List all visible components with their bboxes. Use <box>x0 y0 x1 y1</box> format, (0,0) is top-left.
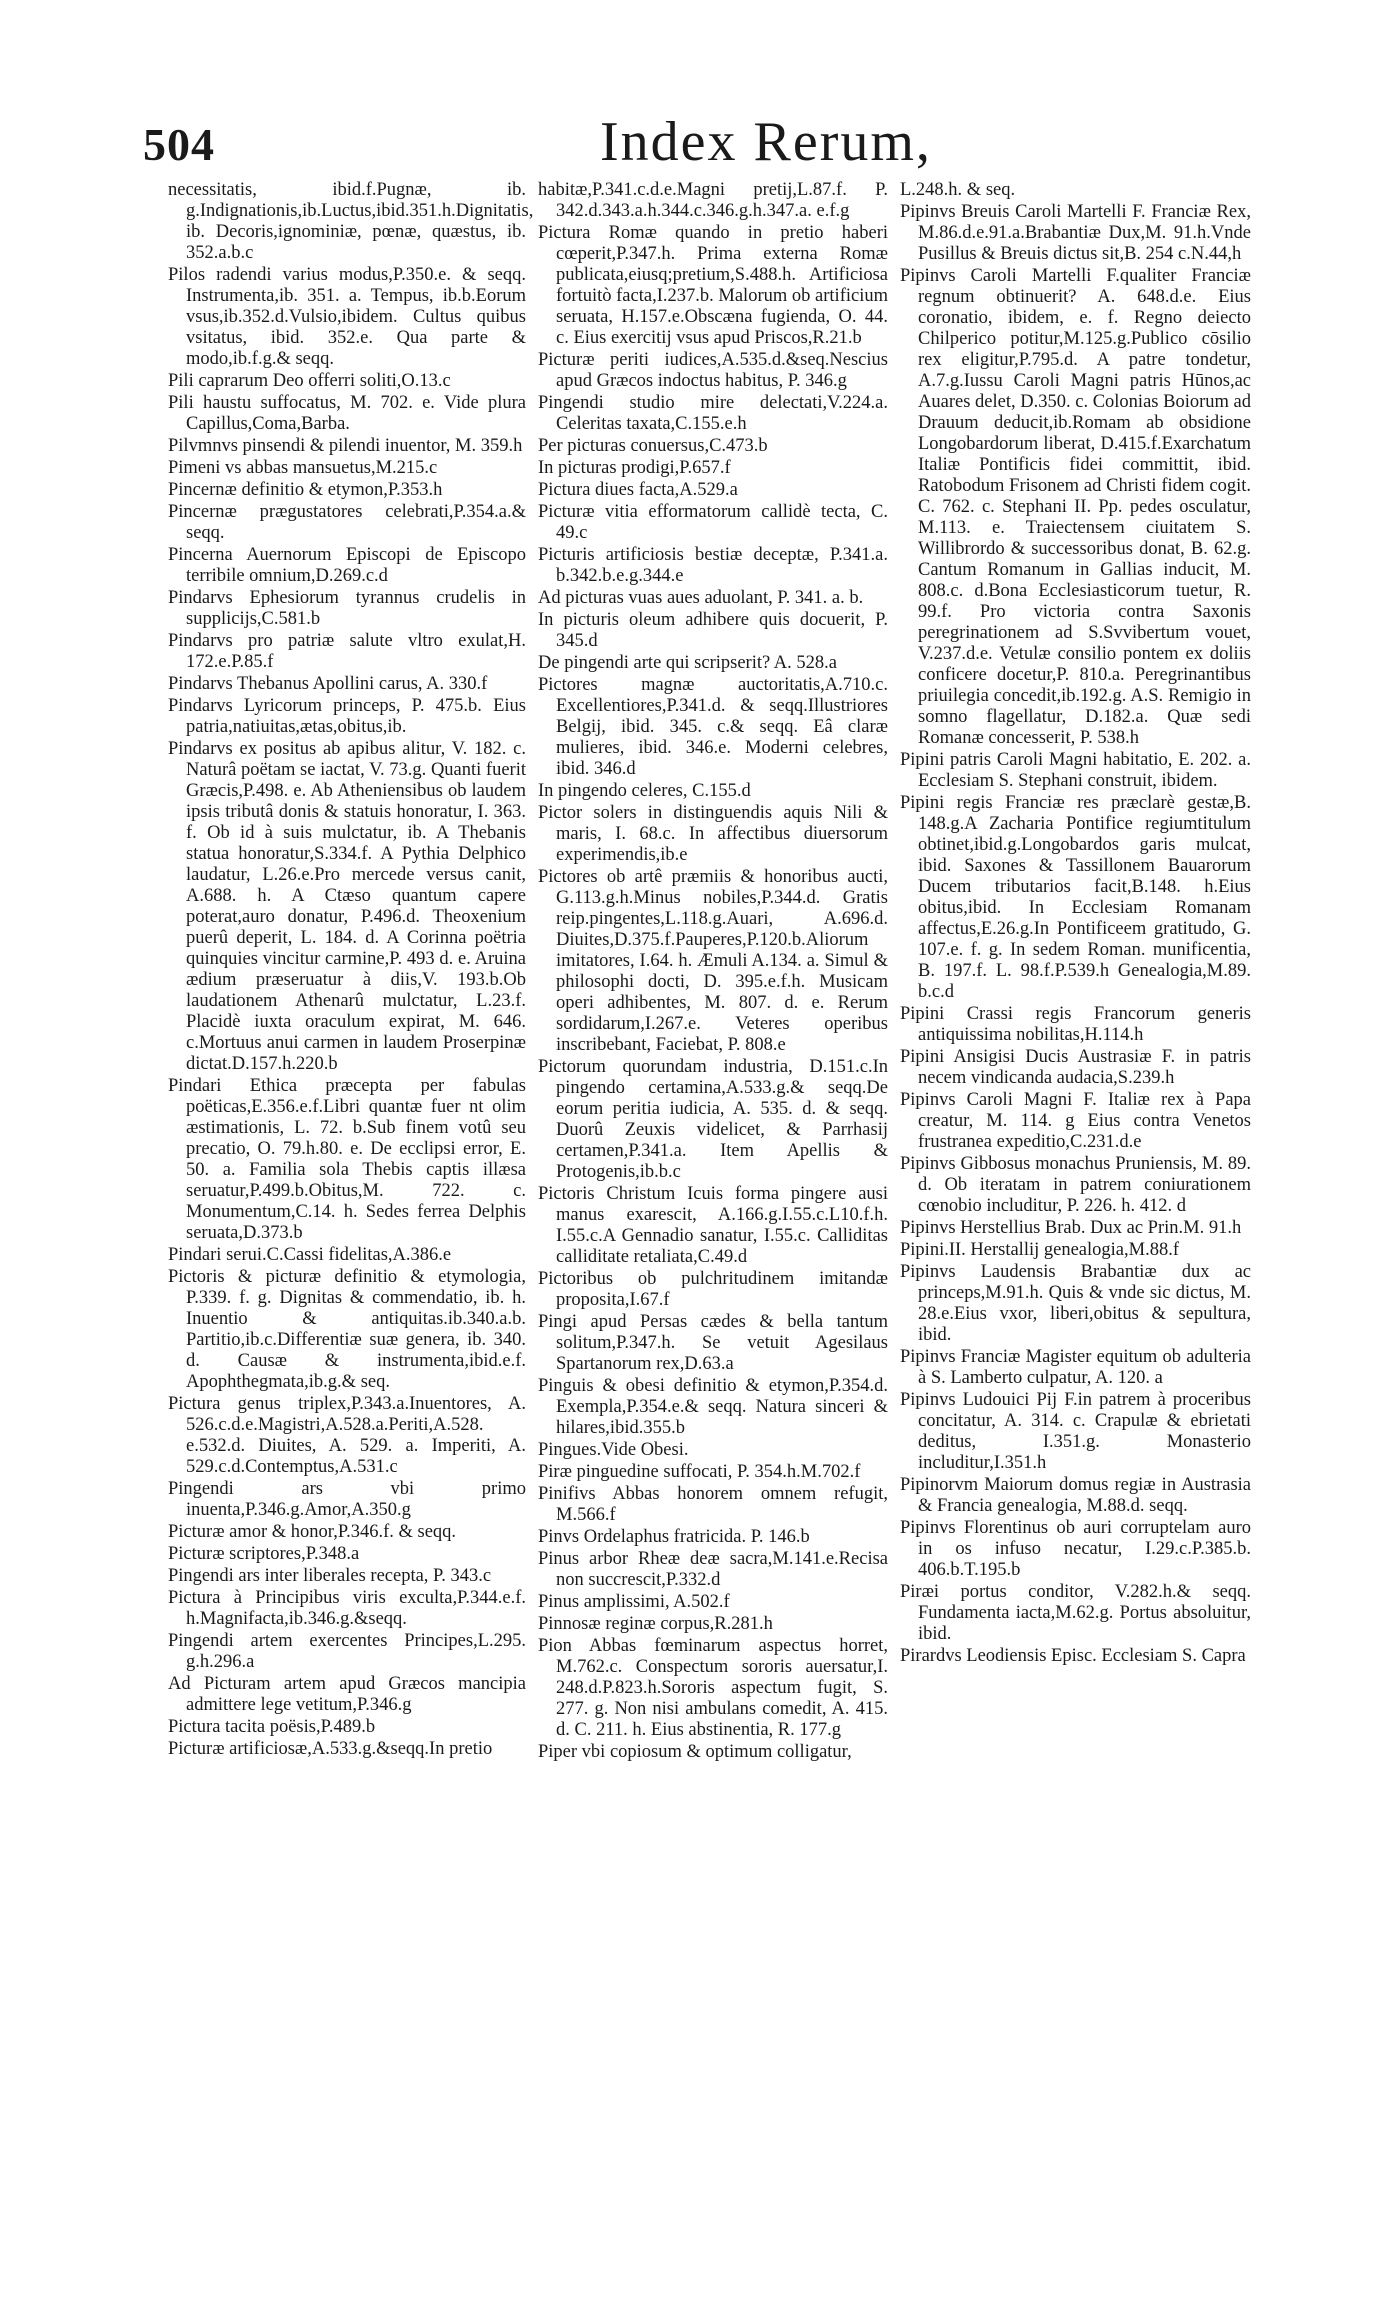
index-entry: Piper vbi copiosum & optimum colligatur, <box>538 1742 852 1762</box>
index-entry: Pimeni vs abbas mansuetus,M.215.c <box>168 458 438 478</box>
index-entry: Pingendi ars inter liberales recepta, P. 343.c <box>168 1566 492 1586</box>
index-entry: Picturæ vitia efformatorum callidè tecta, C. 49.c <box>538 502 888 543</box>
index-entry: Picturis artificiosis bestiæ deceptæ, P.341.a. b.342.b.e.g.344.e <box>538 545 888 586</box>
index-columns <box>168 180 1263 2270</box>
index-entry: Pipinvs Caroli Magni F. Italiæ rex à Papa creatur, M. 114. g Eius contra Venetos frustranea expeditio,C.231.d.e <box>900 1090 1251 1152</box>
index-entry: Pinus amplissimi, A.502.f <box>538 1592 730 1612</box>
index-entry: Piræi portus conditor, V.282.h.& seqq. Fundamenta iacta,M.62.g. Portus absoluitur, ibid. <box>900 1582 1251 1644</box>
page-number: 504 <box>143 119 215 170</box>
index-entry: Pindarvs pro patriæ salute vltro exulat,H. 172.e.P.85.f <box>168 631 526 672</box>
index-entry: Pictorum quorundam industria, D.151.c.In pingendo certamina,A.533.g.& seqq.De eorum peritia iudicia, A. 535. d. & seqq. Duorû Zeuxis videlicet, & Parrhasij certamen,P.341.a. Item Apellis & Protogenis,ib.b.c <box>538 1057 888 1182</box>
index-entry: Pipini Ansigisi Ducis Austrasiæ F. in patris necem vindicanda audacia,S.239.h <box>900 1047 1251 1088</box>
index-entry: Pipinvs Breuis Caroli Martelli F. Franciæ Rex, M.86.d.e.91.a.Brabantiæ Dux,M. 91.h.Vnde Pusillus & Breuis dictus sit,B. 254 c.N.44,h <box>900 202 1251 264</box>
index-entry: Ad Picturam artem apud Græcos mancipia admittere lege vetitum,P.346.g <box>168 1674 526 1715</box>
index-entry: Pictoribus ob pulchritudinem imitandæ proposita,I.67.f <box>538 1269 888 1310</box>
index-entry: Pingendi artem exercentes Principes,L.295. g.h.296.a <box>168 1631 526 1672</box>
index-entry: Pindari serui.C.Cassi fidelitas,A.386.e <box>168 1245 452 1265</box>
index-entry: Pindarvs Thebanus Apollini carus, A. 330.f <box>168 674 488 694</box>
index-entry: Pictoris & picturæ definitio & etymologia, P.339. f. g. Dignitas & commendatio, ib. h. Inuentio & antiquitas.ib.340.a.b. Partitio,ib.c.Differentiæ suæ genera, ib. 340. d. Causæ & instrumenta,ibid.e.f. Apophthegmata,ib.g.& seq. <box>168 1267 526 1392</box>
index-entry: In pingendo celeres, C.155.d <box>538 781 751 801</box>
index-entry: Pipinvs Herstellius Brab. Dux ac Prin.M. 91.h <box>900 1218 1242 1238</box>
index-entry: Pion Abbas fœminarum aspectus horret, M.762.c. Conspectum sororis auersatur,I. 248.d.P.823.h.Sororis aspectum fugit, S. 277. g. Non nisi ambulans comedit, A. 415. d. C. 211. h. Eius abstinentia, R. 177.g <box>538 1636 888 1740</box>
index-entry: Picturæ artificiosæ,A.533.g.&seqq.In pretio <box>168 1739 493 1759</box>
index-entry: necessitatis, ibid.f.Pugnæ, ib. g.Indignationis,ib.Luctus,ibid.351.h.Dignitatis, ib. Decoris,ignominiæ, pœnæ, quæstus, ib. 352.a.b.c <box>168 180 534 263</box>
index-entry: Pictura tacita poësis,P.489.b <box>168 1717 376 1737</box>
index-entry: Pincernæ prægustatores celebrati,P.354.a.& seqq. <box>168 502 526 543</box>
index-entry: Pingi apud Persas cædes & bella tantum solitum,P.347.h. Se vetuit Agesilaus Spartanorum rex,D.63.a <box>538 1312 888 1374</box>
index-entry: Pili caprarum Deo offerri soliti,O.13.c <box>168 371 451 391</box>
index-entry: Pingendi studio mire delectati,V.224.a. Celeritas taxata,C.155.e.h <box>538 393 888 434</box>
index-entry: Pictores ob artê præmiis & honoribus aucti, G.113.g.h.Minus nobiles,P.344.d. Gratis reip.pingentes,L.118.g.Auari, A.696.d. Diuites,D.375.f.Pauperes,P.120.b.Aliorum imitatores, I.64. h. Æmuli A.134. a. Simul & philosophi docti, D. 395.e.f.h. Musicam operi adhibentes, M. 807. d. e. Rerum sordidarum,I.267.e. Veteres operibus inscribebant, Faciebat, P. 808.e <box>538 867 888 1055</box>
index-column-middle <box>538 180 900 2270</box>
index-entry: Pindarvs ex positus ab apibus alitur, V. 182. c. Naturâ poëtam se iactat, V. 73.g. Quanti fuerit Græcis,P.498. e. Ab Atheniensibus ob laudem ipsis tributâ donis & statuis honoratur, I. 363. f. Ob id à suis mulctatur, ib. A Thebanis statua honoratur,S.334.f. A Pythia Delphico laudatur, L.26.e.Pro mercede versus canit, A.688. h. A Ctæso quantum capere poterat,auro donatur, P.496.d. Theoxenium puerû deperit, L. 184. d. A Corinna poëtria quinquies vincitur carmine,P. 493 d. e. Aruina ædium præseruatur à diis,V. 193.b.Ob laudationem Athenarû mulctatur, L.23.f. Placidè iuxta oraculum expirat, M. 646. c.Mortuus anui carmen in laudem Proserpinæ dictat.D.157.h.220.b <box>168 739 526 1074</box>
index-entry: Piræ pinguedine suffocati, P. 354.h.M.702.f <box>538 1462 861 1482</box>
index-entry: Pilvmnvs pinsendi & pilendi inuentor, M. 359.h <box>168 436 523 456</box>
index-entry: Pili haustu suffocatus, M. 702. e. Vide plura Capillus,Coma,Barba. <box>168 393 526 434</box>
index-entry: Pipinorvm Maiorum domus regiæ in Austrasia & Francia genealogia, M.88.d. seqq. <box>900 1475 1251 1516</box>
index-entry: Pinus arbor Rheæ deæ sacra,M.141.e.Recisa non succrescit,P.332.d <box>538 1549 888 1590</box>
index-column-right <box>900 180 1263 2270</box>
index-entry: Picturæ amor & honor,P.346.f. & seqq. <box>168 1522 457 1542</box>
index-entry: Pinnosæ reginæ corpus,R.281.h <box>538 1614 773 1634</box>
index-entry: Pipinvs Ludouici Pij F.in patrem à proceribus concitatur, A. 314. c. Crapulæ & ebrietati deditus, I.351.g. Monasterio includitur,I.351.h <box>900 1390 1251 1473</box>
index-entry: habitæ,P.341.c.d.e.Magni pretij,L.87.f. P. 342.d.343.a.h.344.c.346.g.h.347.a. e.f.g <box>538 180 888 221</box>
index-entry: Pilos radendi varius modus,P.350.e. & seqq. Instrumenta,ib. 351. a. Tempus, ib.b.Eorum vsus,ib.352.d.Vulsio,ibidem. Cultus quibus vsitatus, ibid. 352.e. Qua parte & modo,ib.f.g.& seqq. <box>168 265 526 369</box>
index-entry: Pinvs Ordelaphus fratricida. P. 146.b <box>538 1527 810 1547</box>
index-entry: Pingendi ars vbi primo inuenta,P.346.g.Amor,A.350.g <box>168 1479 526 1520</box>
index-entry: Pipinvs Franciæ Magister equitum ob adulteria à S. Lamberto culpatur, A. 120. a <box>900 1347 1251 1388</box>
index-entry: Pictura Romæ quando in pretio haberi cœperit,P.347.h. Prima externa Romæ publicata,eiusq;pretium,S.488.h. Artificiosa fortuitò facta,I.237.b. Malorum ob artificium seruata, H.157.e.Obscæna fugienda, O. 44. c. Eius exercitij vsus apud Priscos,R.21.b <box>538 223 888 348</box>
index-entry: Pipini.II. Herstallij genealogia,M.88.f <box>900 1240 1179 1260</box>
index-entry: Pipinvs Florentinus ob auri corruptelam auro in os infuso necatur, I.29.c.P.385.b. 406.b.T.195.b <box>900 1518 1251 1580</box>
index-entry: Pipini regis Franciæ res præclarè gestæ,B. 148.g.A Zacharia Pontifice regiumtitulum obtinet,ibid.g.Longobardos garis mulcat, ibid. Saxones & Tassillonem Bauarorum Ducem tributarios facit,B.148. h.Eius obitus,ibid. In Ecclesiam Romanam affectus,E.26.g.In Pontificeem gratitudo, G. 107.e. f. g. In sedem Roman. munificentia, B. 197.f. L. 98.f.P.539.h Genealogia,M.89. b.c.d <box>900 793 1251 1002</box>
index-entry: Pinifivs Abbas honorem omnem refugit, M.566.f <box>538 1484 888 1525</box>
index-entry: Pictura genus triplex,P.343.a.Inuentores, A. 526.c.d.e.Magistri,A.528.a.Periti,A.528. e.532.d. Diuites, A. 529. a. Imperiti, A. 529.c.d.Contemptus,A.531.c <box>168 1394 526 1477</box>
index-entry: Pindarvs Ephesiorum tyrannus crudelis in supplicijs,C.581.b <box>168 588 526 629</box>
index-entry: Pictoris Christum Icuis forma pingere ausi manus exarescit, A.166.g.I.55.c.L10.f.h. I.55.c.A Gennadio sanatur, I.55.c. Calliditas calliditate retaliata,C.49.d <box>538 1184 888 1267</box>
index-entry: In picturas prodigi,P.657.f <box>538 458 731 478</box>
index-entry: Pictura à Principibus viris exculta,P.344.e.f. h.Magnifacta,ib.346.g.&seqq. <box>168 1588 526 1629</box>
index-entry: Pingues.Vide Obesi. <box>538 1440 689 1460</box>
index-entry: Pictores magnæ auctoritatis,A.710.c. Excellentiores,P.341.d. & seqq.Illustriores Belgij, ibid. 345. c.& seqq. Eâ claræ mulieres, ibid. 346.e. Moderni celebres, ibid. 346.d <box>538 675 888 779</box>
index-entry: Ad picturas vuas aues aduolant, P. 341. a. b. <box>538 588 864 608</box>
index-entry: Pinguis & obesi definitio & etymon,P.354.d. Exempla,P.354.e.& seqq. Natura sinceri & hilares,ibid.355.b <box>538 1376 888 1438</box>
index-entry: Pindari Ethica præcepta per fabulas poëticas,E.356.e.f.Libri quantæ fuer nt olim æstimationis, L. 72. b.Sub finem votû seu precatio, O. 79.h.80. e. De ecclipsi error, E. 50. a. Familia sola Thebis captis illæsa seruatur,P.499.b.Obitus,M. 722. c. Monumentum,C.14. h. Sedes ferrea Delphis seruata,D.373.b <box>168 1076 526 1243</box>
index-entry: Pipini Crassi regis Francorum generis antiquissima nobilitas,H.114.h <box>900 1004 1251 1045</box>
index-entry: Pipinvs Caroli Martelli F.qualiter Franciæ regnum obtinuerit? A. 648.d.e. Eius coronatio, ibidem, e. f. Regno deiecto Chilperico potitur,M.125.g.Publico cōsilio rex eligitur,P.795.d. A patre tondetur, A.7.g.Iussu Caroli Magni patris Hūnos,ac Auares delet, D.350. c. Colonias Boiorum ad Drauum deducit,ib.Romam ab obsidione Longobardorum liberat, D.415.f.Exarchatum Italiæ Pontificis fidei committit, ibid. Ratobodum Frisonem ad Christi fidem cogit. C. 762. c. Stephani II. Pp. pedes osculatur, M.113. e. Traiectensem ciuitatem S. Willibrordo & successoribus donat, B. 62.g. Cantum Romanum in Gallias inducit, M. 808.c. d.Bona Ecclesiasticorum tuetur, R. 99.f. Pro victoria contra Saxonis peregrinationem ad S.Svvibertum vouet, V.237.d.e. Vetulæ consilio pontem ex doliis conficere docetur,P. 810.a. Peregrinantibus priuilegia concedit,ib.192.g. A.S. Remigio in somno flagellatur, D.182.a. Quæ sedi Romanæ concesserit, P. 538.h <box>900 266 1251 748</box>
index-entry: Per picturas conuersus,C.473.b <box>538 436 768 456</box>
index-entry: Pipinvs Laudensis Brabantiæ dux ac princeps,M.91.h. Quis & vnde sic dictus, M. 28.e.Eius vxor, liberi,obitus & sepultura, ibid. <box>900 1262 1251 1345</box>
running-title: Index Rerum, <box>600 111 932 173</box>
index-entry: Pincerna Auernorum Episcopi de Episcopo terribile omnium,D.269.c.d <box>168 545 526 586</box>
index-entry: De pingendi arte qui scripserit? A. 528.a <box>538 653 837 673</box>
index-entry: Picturæ scriptores,P.348.a <box>168 1544 360 1564</box>
index-entry: Pictura diues facta,A.529.a <box>538 480 738 500</box>
index-entry: Picturæ periti iudices,A.535.d.&seq.Nescius apud Græcos indoctus habitus, P. 346.g <box>538 350 888 391</box>
index-entry: L.248.h. & seq. <box>900 180 1016 200</box>
index-column-left <box>168 180 538 2270</box>
index-entry: Pictor solers in distinguendis aquis Nili & maris, I. 68.c. In affectibus diuersorum experimendis,ib.e <box>538 803 888 865</box>
index-entry: Pipinvs Gibbosus monachus Pruniensis, M. 89. d. Ob iteratam in patrem coniurationem cœnobio includitur, P. 226. h. 412. d <box>900 1154 1251 1216</box>
index-entry: Pirardvs Leodiensis Episc. Ecclesiam S. Capra <box>900 1646 1246 1666</box>
index-entry: Pindarvs Lyricorum princeps, P. 475.b. Eius patria,natiuitas,ætas,obitus,ib. <box>168 696 526 737</box>
index-entry: In picturis oleum adhibere quis docuerit, P. 345.d <box>538 610 888 651</box>
index-entry: Pincernæ definitio & etymon,P.353.h <box>168 480 443 500</box>
index-entry: Pipini patris Caroli Magni habitatio, E. 202. a. Ecclesiam S. Stephani construit, ibidem. <box>900 750 1251 791</box>
